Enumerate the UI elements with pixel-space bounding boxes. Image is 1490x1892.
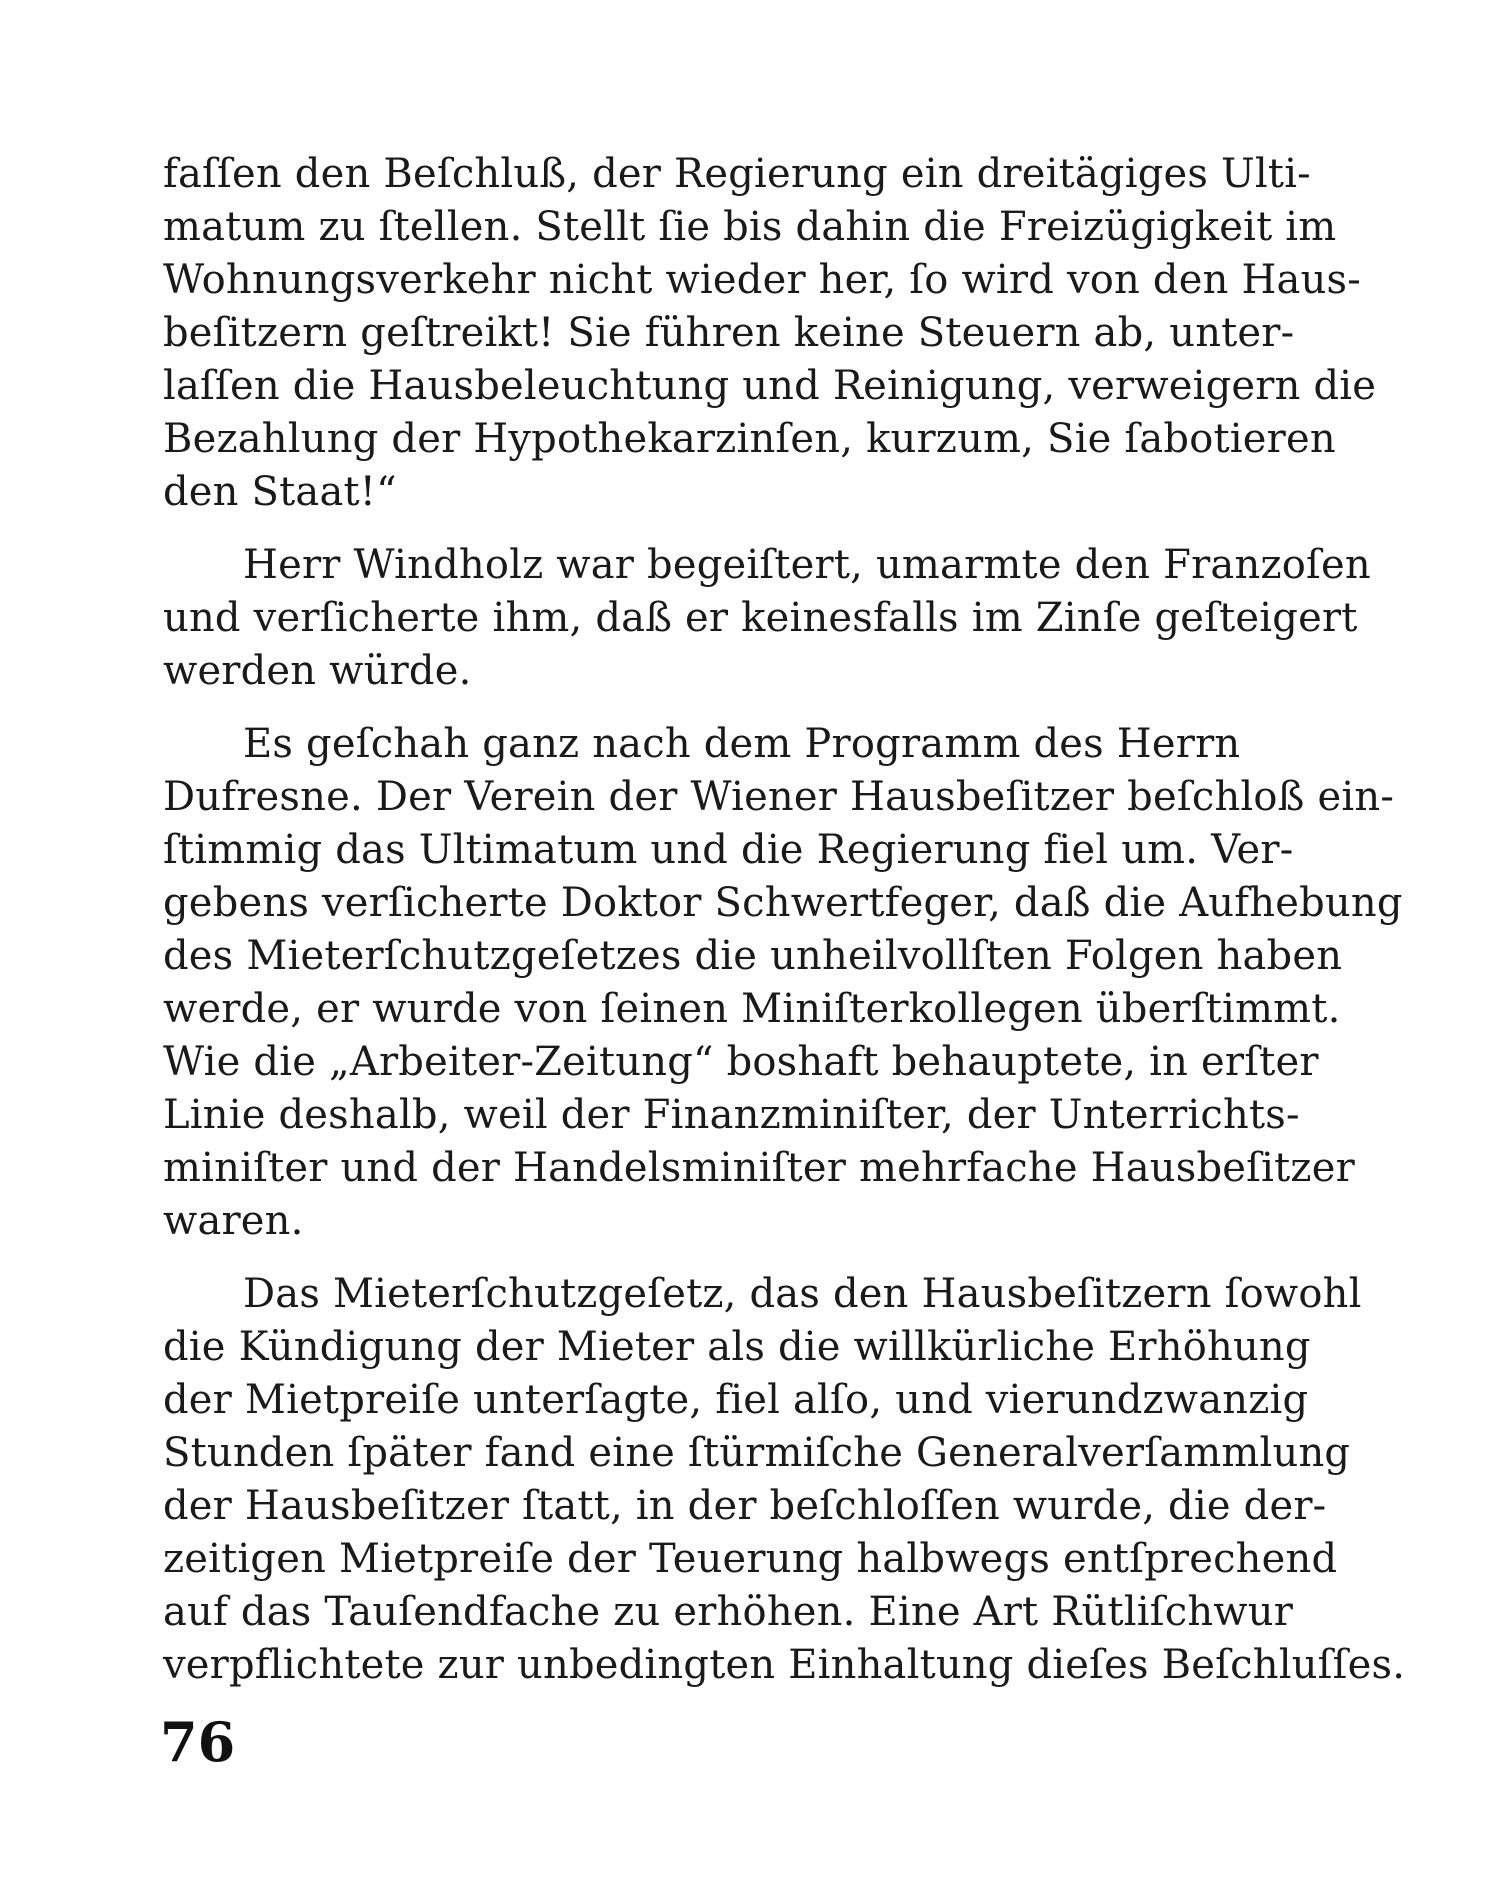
text-line: zeitigen Mietpreiſe der Teuerung halbwegs entſprechend bbox=[163, 1536, 1338, 1582]
text-line: beſitzern geſtreikt! Sie führen keine Steuern ab, unter- bbox=[163, 310, 1295, 356]
paragraph-4 bbox=[163, 1268, 1406, 1692]
paragraph-3 bbox=[163, 718, 1403, 1248]
text-line: Bezahlung der Hypothekarzinſen, kurzum, Sie ſabotieren bbox=[163, 416, 1336, 462]
text-line: Wohnungsverkehr nicht wieder her, ſo wird von den Haus- bbox=[163, 257, 1361, 303]
text-line: der Mietpreiſe unterſagte, fiel alſo, und vierundzwanzig bbox=[163, 1377, 1309, 1423]
text-line: und verſicherte ihm, daß er keinesfalls im Zinſe geſteigert bbox=[163, 595, 1358, 641]
text-line: die Kündigung der Mieter als die willkürliche Erhöhung bbox=[163, 1324, 1311, 1370]
text-line: werde, er wurde von ſeinen Miniſterkollegen überſtimmt. bbox=[163, 986, 1341, 1032]
paragraph-2 bbox=[163, 539, 1371, 698]
text-line: miniſter und der Handelsminiſter mehrfache Hausbeſitzer bbox=[163, 1145, 1355, 1191]
text-line: Wie die „Arbeiter-Zeitung“ boshaft behauptete, in erſter bbox=[163, 1039, 1319, 1085]
text-line: Herr Windholz war begeiſtert, umarmte den Franzoſen bbox=[243, 542, 1371, 588]
text-line: Linie deshalb, weil der Finanzminiſter, der Unterrichts- bbox=[163, 1092, 1300, 1138]
text-line: Stunden ſpäter fand eine ſtürmiſche Generalverſammlung bbox=[163, 1430, 1351, 1476]
body-text bbox=[163, 148, 1406, 1712]
text-line: des Mieterſchutzgeſetzes die unheilvollſten Folgen haben bbox=[163, 933, 1343, 979]
text-line: faſſen den Beſchluß, der Regierung ein dreitägiges Ulti- bbox=[163, 151, 1311, 197]
text-line: auf das Tauſendfache zu erhöhen. Eine Art Rütliſchwur bbox=[163, 1589, 1294, 1635]
text-line: waren. bbox=[163, 1198, 304, 1244]
text-line: Das Mieterſchutzgeſetz, das den Hausbeſitzern ſowohl bbox=[243, 1271, 1362, 1317]
text-line: matum zu ſtellen. Stellt ſie bis dahin die Freizügigkeit im bbox=[163, 204, 1337, 250]
text-line: ſtimmig das Ultimatum und die Regierung fiel um. Ver- bbox=[163, 827, 1294, 873]
text-line: laſſen die Hausbeleuchtung und Reinigung, verweigern die bbox=[163, 363, 1377, 409]
text-line: gebens verſicherte Doktor Schwertfeger, daß die Aufhebung bbox=[163, 880, 1403, 926]
text-line: Dufresne. Der Verein der Wiener Hausbeſitzer beſchloß ein- bbox=[163, 774, 1395, 820]
text-line: werden würde. bbox=[163, 648, 472, 694]
page-number: 76 bbox=[160, 1710, 236, 1774]
text-line: den Staat!“ bbox=[163, 469, 397, 515]
paragraph-1 bbox=[163, 148, 1377, 519]
text-line: Es geſchah ganz nach dem Programm des Herrn bbox=[243, 721, 1241, 767]
text-line: verpflichtete zur unbedingten Einhaltung dieſes Beſchluſſes. bbox=[163, 1642, 1406, 1688]
text-line: der Hausbeſitzer ſtatt, in der beſchloſſen wurde, die der- bbox=[163, 1483, 1327, 1529]
